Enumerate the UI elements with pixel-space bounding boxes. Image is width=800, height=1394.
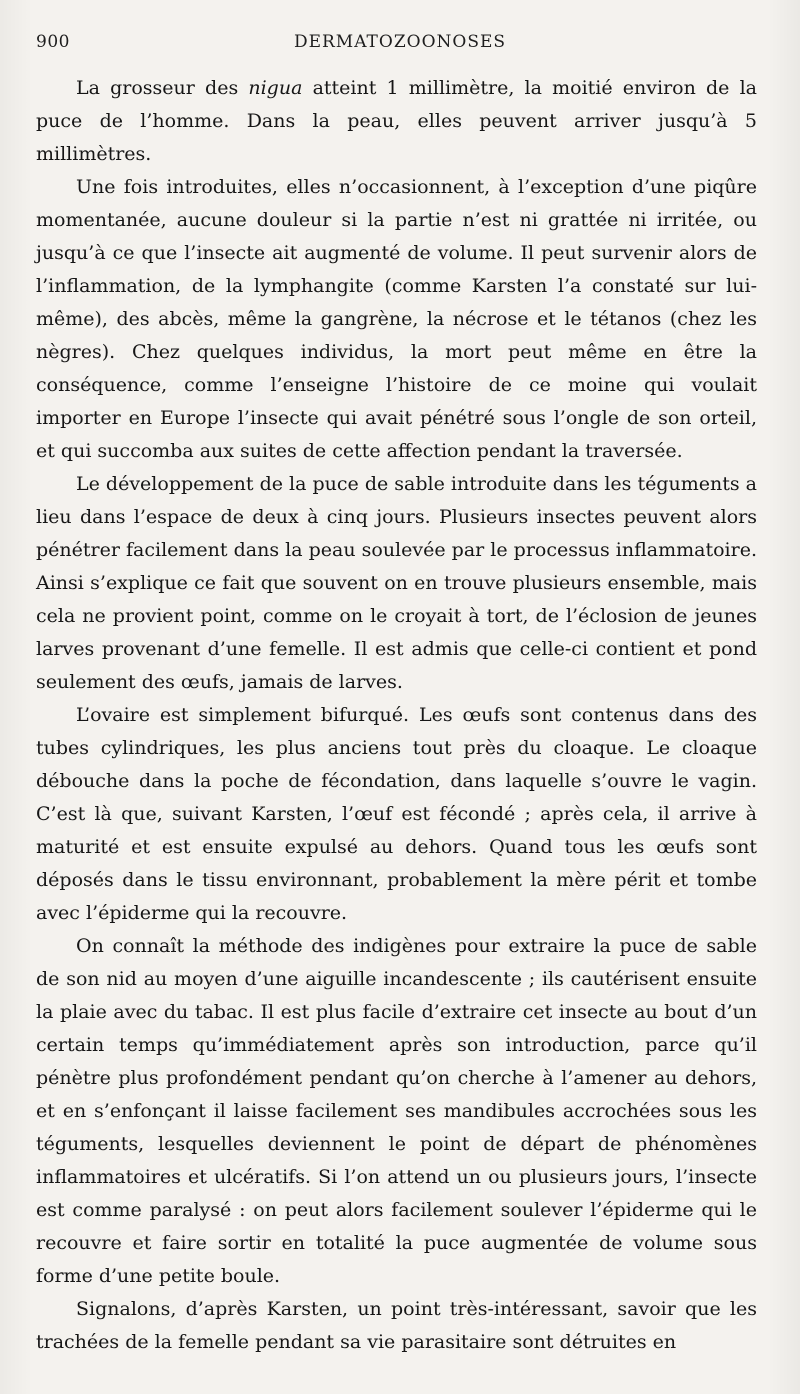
paragraph-1	[36, 72, 757, 171]
paragraph-2: Une fois introduites, elles n’occasionnent, à l’exception d’une piqûre momentanée, aucune douleur si la partie n’est ni grattée ni irritée, ou jusqu’à ce que l’insecte ait augmenté de volume. Il peut survenir alors de l’inflammation, de la lymphangite (comme Karsten l’a constaté sur lui-même), des abcès, même la gangrène, la nécrose et le tétanos (chez les nègres). Chez quelques individus, la mort peut même en être la conséquence, comme l’enseigne l’histoire de ce moine qui voulait importer en Europe l’insecte qui avait pénétré sous l’ongle de son orteil, et qui succomba aux suites de cette affection pendant la traversée.	[36, 176, 757, 462]
paragraph-1-rest: atteint 1 millimètre, la moitié environ de la puce de l’homme. Dans la peau, elles peuvent arriver jusqu’à 5 millimètres.	[36, 77, 757, 165]
paragraph-3: Le développement de la puce de sable introduite dans les téguments a lieu dans l’espace de deux à cinq jours. Plusieurs insectes peuvent alors pénétrer facilement dans la peau soulevée par le processus inflammatoire. Ainsi s’explique ce fait que souvent on en trouve plusieurs ensemble, mais cela ne provient point, comme on le croyait à tort, de l’éclosion de jeunes larves provenant d’une femelle. Il est admis que celle-ci contient et pond seulement des œufs, jamais de larves.	[36, 473, 757, 693]
paragraph-5: On connaît la méthode des indigènes pour extraire la puce de sable de son nid au moyen d’une aiguille incandescente ; ils cautérisent ensuite la plaie avec du tabac. Il est plus facile d’extraire cet insecte au bout d’un certain temps qu’immédiatement après son introduction, parce qu’il pénètre plus profondément pendant qu’on cherche à l’amener au dehors, et en s’enfonçant il laisse facilement ses mandibules accrochées sous les téguments, lesquelles deviennent le point de départ de phénomènes inflammatoires et ulcératifs. Si l’on attend un ou plusieurs jours, l’insecte est comme paralysé : on peut alors facilement soulever l’épiderme qui le recouvre et faire sortir en totalité la puce augmentée de volume sous forme d’une petite boule.	[36, 935, 757, 1287]
page-header	[36, 32, 764, 60]
italic-term: nigua	[248, 77, 303, 99]
paragraph-6: Signalons, d’après Karsten, un point très-intéressant, savoir que les trachées de la femelle pendant sa vie parasitaire sont détruites en	[36, 1298, 757, 1353]
running-title: DERMATOZOONOSES	[293, 32, 507, 52]
paragraph-1-lead: La grosseur des	[76, 77, 249, 99]
body-text	[36, 72, 757, 1359]
paragraph-4: L’ovaire est simplement bifurqué. Les œufs sont contenus dans des tubes cylindriques, les plus anciens tout près du cloaque. Le cloaque débouche dans la poche de fécondation, dans laquelle s’ouvre le vagin. C’est là que, suivant Karsten, l’œuf est fécondé ; après cela, il arrive à maturité et est ensuite expulsé au dehors. Quand tous les œufs sont déposés dans le tissu environnant, probablement la mère périt et tombe avec l’épiderme qui la recouvre.	[36, 704, 757, 924]
page-number: 900	[36, 32, 70, 52]
